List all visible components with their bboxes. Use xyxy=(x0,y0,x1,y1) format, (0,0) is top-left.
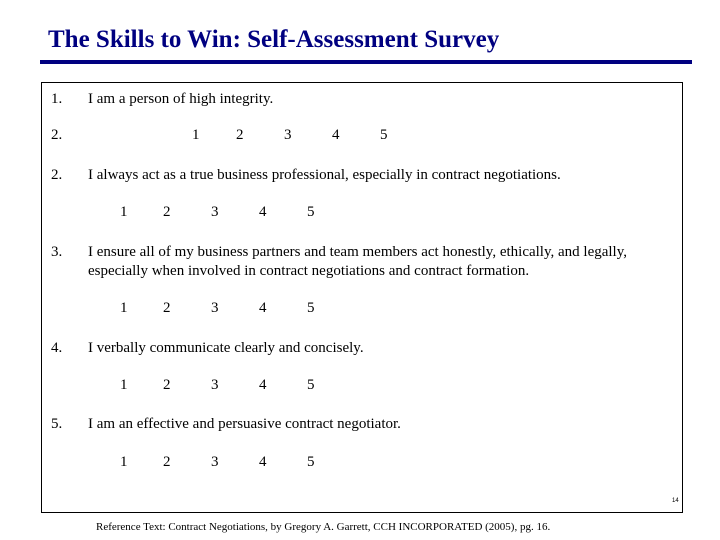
item-4-scale-5[interactable]: 5 xyxy=(307,377,315,393)
item-3-scale-1[interactable]: 1 xyxy=(120,300,128,316)
item-2-scale-3[interactable]: 3 xyxy=(211,204,219,220)
item-2a-number: 2. xyxy=(51,127,63,143)
slide-title: The Skills to Win: Self-Assessment Survey xyxy=(48,26,500,53)
item-5-scale-5[interactable]: 5 xyxy=(307,454,315,470)
item-2-scale-1[interactable]: 1 xyxy=(120,204,128,220)
item-2a-scale-3[interactable]: 3 xyxy=(284,127,292,143)
item-3-scale-2[interactable]: 2 xyxy=(163,300,171,316)
title-underline xyxy=(40,60,692,64)
item-3-scale-5[interactable]: 5 xyxy=(307,300,315,316)
item-5-scale-1[interactable]: 1 xyxy=(120,454,128,470)
item-2-scale-2[interactable]: 2 xyxy=(163,204,171,220)
survey-box xyxy=(41,82,683,513)
item-2-scale-5[interactable]: 5 xyxy=(307,204,315,220)
item-2-scale-4[interactable]: 4 xyxy=(259,204,267,220)
item-2a-scale-2[interactable]: 2 xyxy=(236,127,244,143)
item-3-scale-3[interactable]: 3 xyxy=(211,300,219,316)
reference-text: Reference Text: Contract Negotiations, by Gregory A. Garrett, CCH INCORPORATED (2005), pg. 16. xyxy=(96,521,551,533)
item-2a-scale-1[interactable]: 1 xyxy=(192,127,200,143)
item-5-scale-2[interactable]: 2 xyxy=(163,454,171,470)
item-3-number: 3. xyxy=(51,244,63,260)
item-4-number: 4. xyxy=(51,340,63,356)
item-3-scale-4[interactable]: 4 xyxy=(259,300,267,316)
item-4-statement: I verbally communicate clearly and concisely. xyxy=(88,340,364,356)
item-3-statement: I ensure all of my business partners and team members act honestly, ethically, and legally, especially when involved in contract negotiations and contract formation. xyxy=(88,244,627,279)
item-5-scale-3[interactable]: 3 xyxy=(211,454,219,470)
item-4-scale-2[interactable]: 2 xyxy=(163,377,171,393)
item-4-scale-3[interactable]: 3 xyxy=(211,377,219,393)
item-2-statement: I always act as a true business professional, especially in contract negotiations. xyxy=(88,167,561,183)
item-5-statement: I am an effective and persuasive contract negotiator. xyxy=(88,416,401,432)
item-4-scale-4[interactable]: 4 xyxy=(259,377,267,393)
item-2a-scale-5[interactable]: 5 xyxy=(380,127,388,143)
item-1-statement: I am a person of high integrity. xyxy=(88,91,274,107)
item-5-number: 5. xyxy=(51,416,63,432)
item-2-number: 2. xyxy=(51,167,63,183)
item-2a-scale-4[interactable]: 4 xyxy=(332,127,340,143)
page-number: 14 xyxy=(672,498,679,504)
item-5-scale-4[interactable]: 4 xyxy=(259,454,267,470)
item-1-number: 1. xyxy=(51,91,63,107)
item-4-scale-1[interactable]: 1 xyxy=(120,377,128,393)
